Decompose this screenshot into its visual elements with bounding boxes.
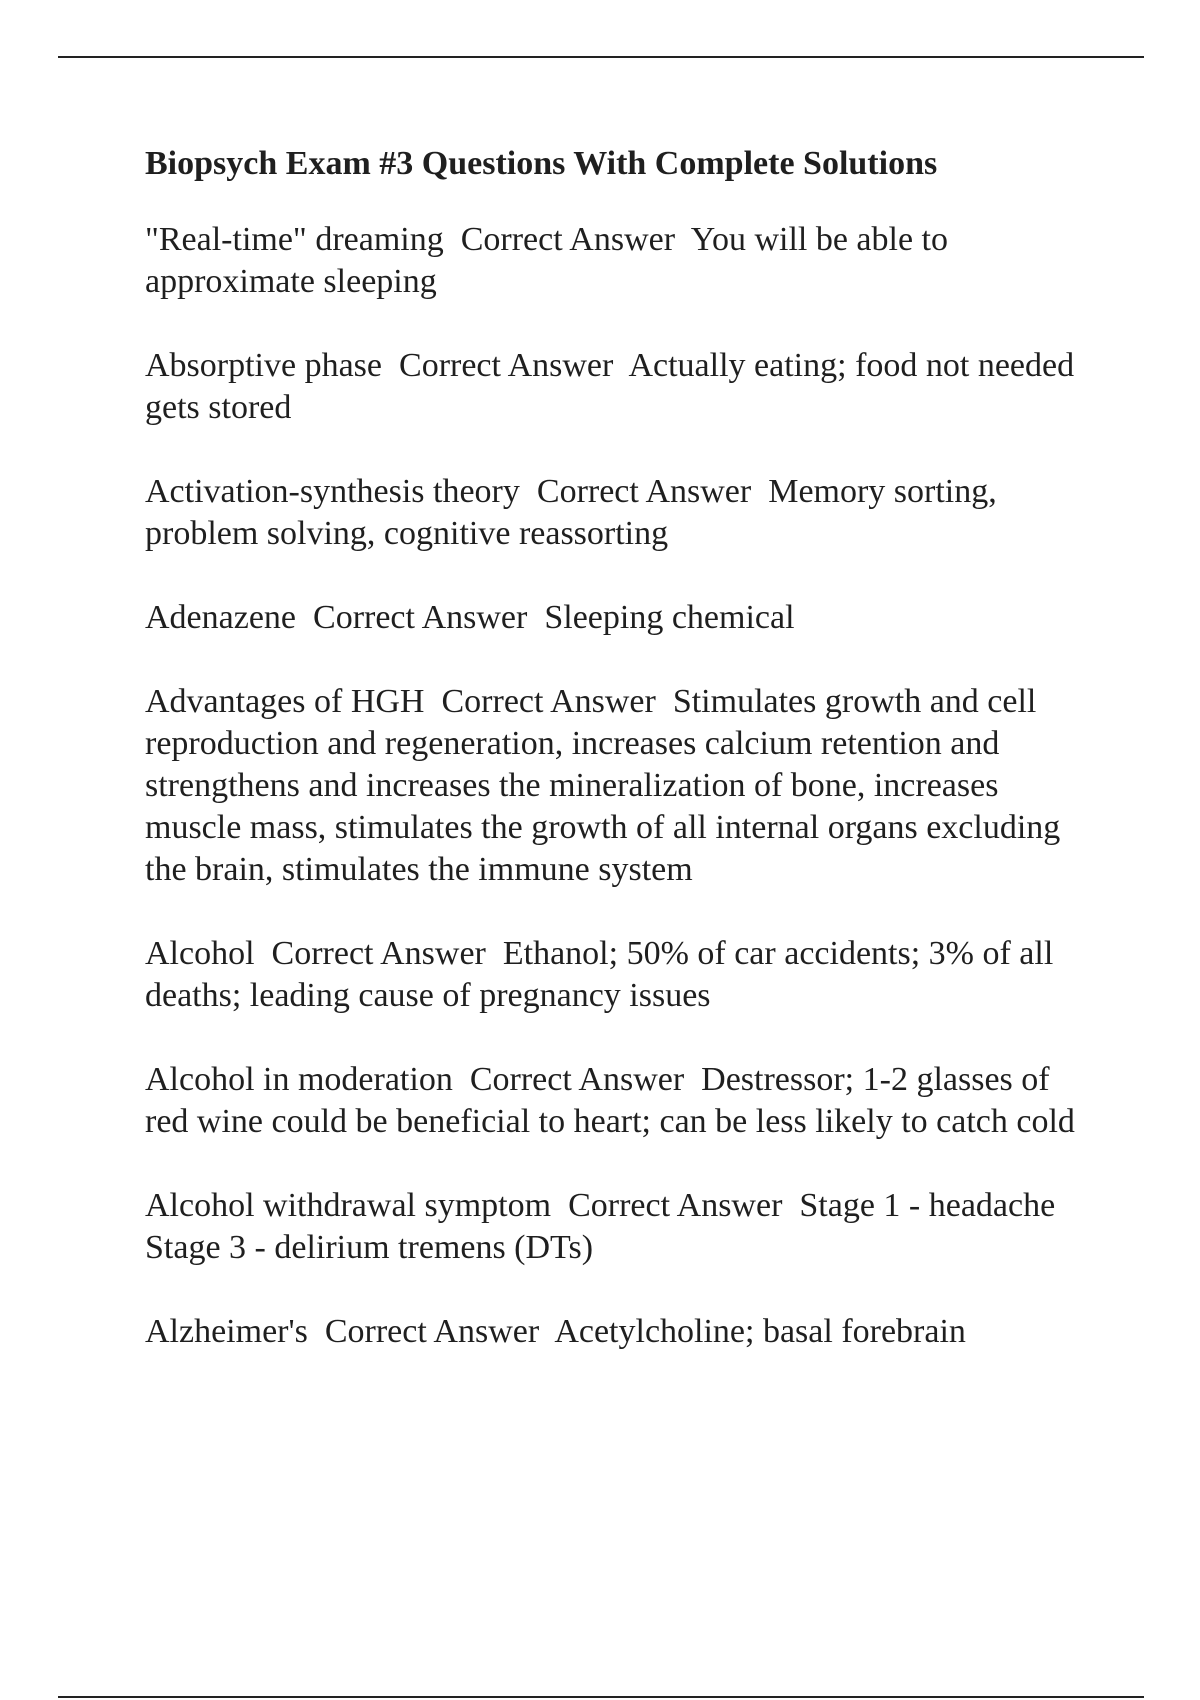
entry-separator: Correct Answer [469, 1061, 685, 1098]
entry-answer: Destressor; 1-2 glasses of red wine could be beneficial to heart; can be less likely to catch cold [145, 1061, 1075, 1140]
entry-separator: Correct Answer [324, 1313, 540, 1350]
entry-term: Alzheimer's [145, 1313, 308, 1350]
entry-term: Alcohol [145, 935, 255, 972]
entry-answer: Ethanol; 50% of car accidents; 3% of all deaths; leading cause of pregnancy issues [145, 935, 1062, 1014]
qa-entry [145, 219, 1095, 303]
entry-separator: Correct Answer [441, 683, 656, 720]
entry-term: Adenazene [145, 599, 297, 636]
entry-term: Activation-synthesis theory [145, 473, 520, 510]
entry-answer: Stage 1 - headache Stage 3 - delirium tremens (DTs) [145, 1187, 1056, 1266]
entry-separator: Correct Answer [271, 935, 486, 972]
qa-entry [145, 1311, 1095, 1353]
entry-term: "Real-time" dreaming [145, 221, 444, 258]
entry-separator: Correct Answer [399, 347, 614, 384]
qa-entry [145, 471, 1095, 555]
qa-entry [145, 681, 1095, 891]
entry-term: Absorptive phase [145, 347, 383, 384]
document-body [145, 143, 1095, 1395]
entry-separator: Correct Answer [568, 1187, 783, 1224]
entry-separator: Correct Answer [460, 221, 676, 258]
entry-answer: You will be able to approximate sleeping [145, 221, 957, 300]
header-rule [58, 56, 1144, 58]
document-title: Biopsych Exam #3 Questions With Complete Solutions [145, 145, 938, 182]
qa-entry [145, 933, 1095, 1017]
entry-answer: Acetylcholine; basal forebrain [554, 1313, 966, 1350]
entry-answer: Sleeping chemical [544, 599, 795, 636]
entry-separator: Correct Answer [536, 473, 752, 510]
entry-answer: Stimulates growth and cell reproduction and regeneration, increases calcium retention and strengthens and increases the mineralization of bone, increases muscle mass, stimulates the growth of all internal organs excluding the brain, stimulates the immune system [145, 683, 1069, 888]
entry-term: Alcohol withdrawal symptom [145, 1187, 552, 1224]
qa-entry [145, 1185, 1095, 1269]
entry-term: Advantages of HGH [145, 683, 425, 720]
entry-separator: Correct Answer [313, 599, 528, 636]
footer-rule [58, 1696, 1144, 1698]
entry-answer: Actually eating; food not needed gets stored [145, 347, 1083, 426]
entry-term: Alcohol in moderation [145, 1061, 453, 1098]
entry-answer: Memory sorting, problem solving, cognitive reassorting [145, 473, 1006, 552]
qa-entry [145, 345, 1095, 429]
qa-entry [145, 597, 1095, 639]
qa-entry [145, 1059, 1095, 1143]
